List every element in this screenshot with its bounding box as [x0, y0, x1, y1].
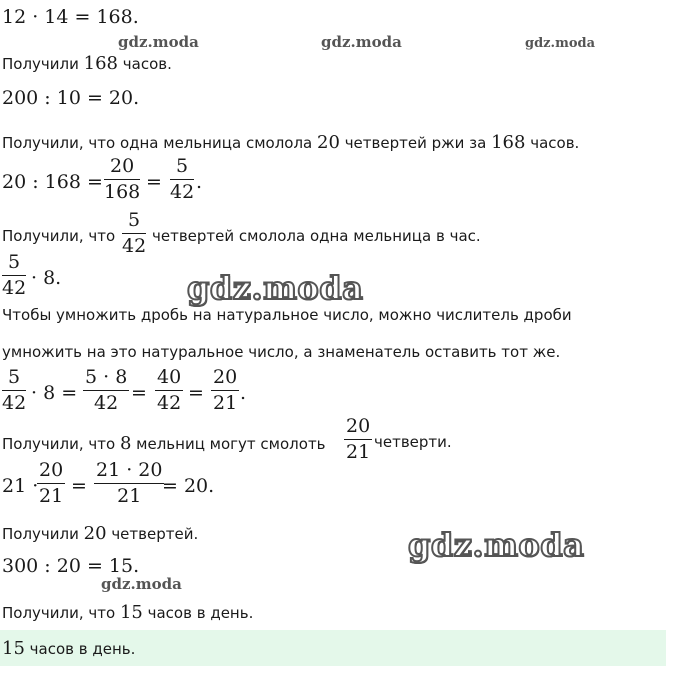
rule-line-2: умножить на это натуральное число, а знаменатель оставить тот же.: [2, 343, 561, 361]
fraction: $\frac{5}{42}$: [2, 366, 27, 414]
text-line-6b: четвертей смолола одна мельница в час.: [152, 227, 481, 245]
equation-10-lhs: 21 ·: [2, 475, 39, 497]
equals-sign: =: [71, 475, 87, 497]
equation-8-mid: · 8 =: [31, 382, 78, 404]
equation-3: 200 : 10 = 20.: [2, 87, 140, 109]
watermark: gdz.moda: [118, 33, 199, 51]
watermark: gdz.moda: [101, 575, 182, 593]
fraction: $\frac{5}{42}$: [122, 209, 147, 257]
equals-sign: =: [131, 382, 147, 404]
answer-box: [0, 630, 666, 666]
fraction: $\frac{5}{42}$: [170, 155, 195, 203]
period: .: [240, 382, 247, 404]
text-line-6a: Получили, что: [2, 227, 116, 245]
answer-text: 15 часов в день.: [2, 638, 136, 659]
text-line-9a: Получили, что 8 мельниц могут смолоть: [2, 433, 326, 454]
equation-1: 12 · 14 = 168.: [2, 6, 139, 28]
text-line-2: Получили 168 часов.: [2, 53, 172, 74]
fraction: $\frac{20}{21}$: [39, 459, 64, 507]
equation-12: 300 : 20 = 15.: [2, 555, 140, 577]
fraction: $\frac{5 \cdot 8}{42}$: [85, 366, 128, 414]
fraction: $\frac{20}{168}$: [104, 155, 141, 203]
equals-sign: =: [188, 382, 204, 404]
text-line-11: Получили 20 четвертей.: [2, 523, 199, 544]
period: .: [196, 171, 203, 193]
fraction: $\frac{5}{42}$: [2, 251, 27, 299]
fraction: $\frac{40}{42}$: [157, 366, 182, 414]
watermark: gdz.moda: [525, 36, 596, 51]
fraction: $\frac{20}{21}$: [213, 366, 238, 414]
equation-7: · 8.: [31, 267, 62, 289]
equals-sign: =: [146, 171, 162, 193]
rule-line-1: Чтобы умножить дробь на натуральное число, можно числитель дроби: [2, 306, 572, 324]
text-line-13: Получили, что 15 часов в день.: [2, 602, 254, 623]
watermark-large: gdz.moda: [187, 269, 364, 307]
text-line-9b: четверти.: [374, 433, 452, 451]
equation-10-rhs: = 20.: [162, 475, 215, 497]
text-line-4: Получили, что одна мельница смолола 20 четвертей ржи за 168 часов.: [2, 132, 580, 153]
fraction: $\frac{21 \cdot 20}{21}$: [96, 459, 163, 507]
watermark-large: gdz.moda: [408, 526, 585, 564]
equation-5-lhs: 20 : 168 =: [2, 171, 103, 193]
watermark: gdz.moda: [321, 33, 402, 51]
fraction: $\frac{20}{21}$: [346, 415, 371, 463]
